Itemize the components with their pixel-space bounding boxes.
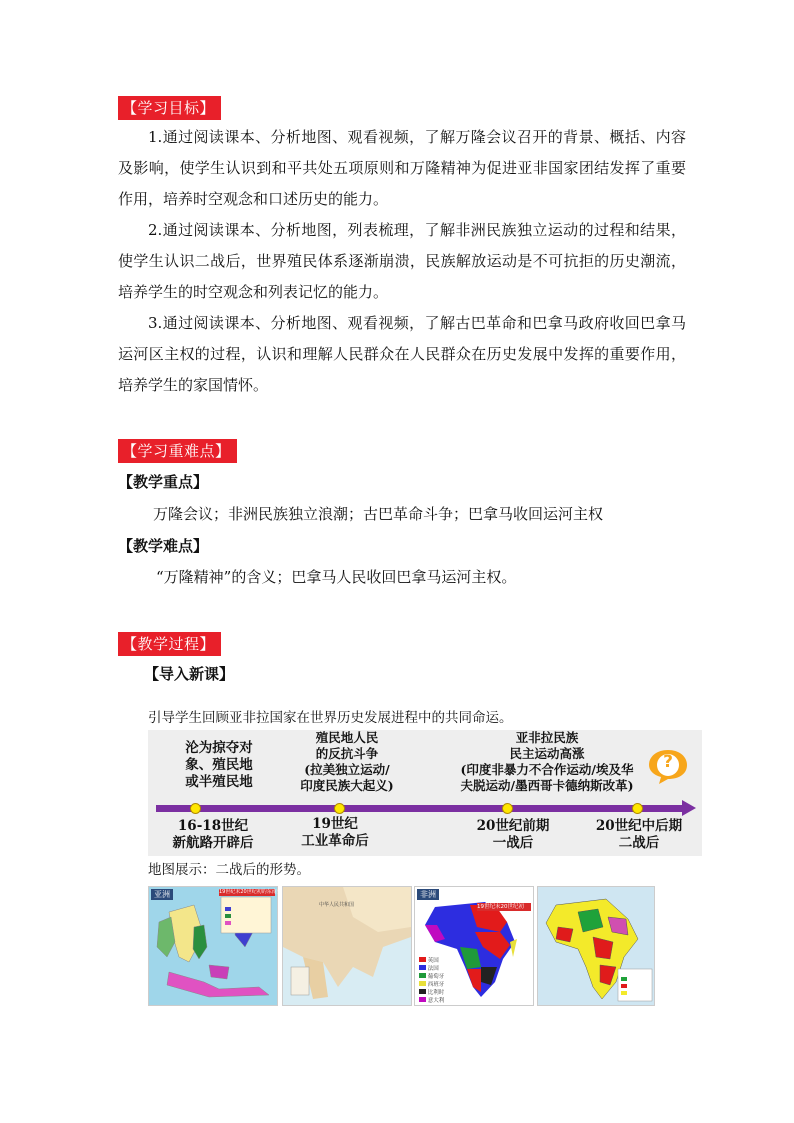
map-africa-independence xyxy=(537,886,655,1006)
timeline-bottom-4: 20世纪中后期 二战后 xyxy=(595,818,683,851)
timeline-dot xyxy=(334,803,345,814)
timeline-bottom-3: 20世纪前期 一战后 xyxy=(476,818,550,851)
timeline-top-2: 殖民地人民 的反抗斗争 (拉美独立运动/ 印度民族大起义) xyxy=(300,730,394,793)
legend-item: 葡萄牙 xyxy=(419,973,444,981)
legend-item: 西班牙 xyxy=(419,981,444,989)
legend-item: 法国 xyxy=(419,965,444,973)
goal-item: 1.通过阅读课本、分析地图、观看视频，了解万隆会议召开的背景、概括、内容及影响，使学生认识到和平共处五项原则和万隆精神为促进亚非国家团结发挥了重要作用，培养时空观念和口述历史的能力。 xyxy=(118,128,686,208)
timeline-graphic xyxy=(148,730,702,856)
legend-item: 英国 xyxy=(419,957,444,965)
map-title-asia: 19世纪末20世纪初的东南亚 xyxy=(219,889,282,895)
section-tag-process: 【教学过程】 xyxy=(118,632,221,656)
timeline-arrow-head xyxy=(682,800,696,816)
timeline-dot xyxy=(632,803,643,814)
timeline-dot xyxy=(502,803,513,814)
legend-item: 比利时 xyxy=(419,989,444,997)
key-point-label: 【教学重点】 xyxy=(118,473,209,491)
map-title-africa: 19世纪末20世纪初 xyxy=(477,903,531,911)
map-label-china: 中华人民共和国 xyxy=(319,902,355,908)
map-tag-africa: 非洲 xyxy=(417,889,439,900)
goal-item: 3.通过阅读课本、分析地图、观看视频，了解古巴革命和巴拿马政府收回巴拿马运河区主权的过程，认识和理解人民群众在人民群众在历史发展中发挥的重要作用，培养学生的家国情怀。 xyxy=(118,314,686,394)
section-tag-difficult: 【学习重难点】 xyxy=(118,439,237,463)
timeline-top-3: 亚非拉民族 民主运动高涨 (印度非暴力不合作运动/埃及华 夫脱运动/墨西哥卡德纳斯改革) xyxy=(460,730,634,793)
timeline-axis xyxy=(156,805,684,812)
section-tag-goals: 【学习目标】 xyxy=(118,96,221,120)
timeline-top-1: 沦为掠夺对 象、殖民地 或半殖民地 xyxy=(185,740,253,790)
key-point-text: 万隆会议；非洲民族独立浪潮；古巴革命斗争；巴拿马收回运河主权 xyxy=(153,505,604,523)
hard-point-text: “万隆精神”的含义；巴拿马人民收回巴拿马运河主权。 xyxy=(156,568,517,586)
map-southeast-asia xyxy=(148,886,282,1006)
goals-list xyxy=(118,122,686,401)
intro-label: 【导入新课】 xyxy=(144,665,235,683)
question-icon xyxy=(647,748,689,786)
goal-item: 2.通过阅读课本、分析地图，列表梳理，了解非洲民族独立运动的过程和结果，使学生认识二战后，世界殖民体系逐渐崩溃，民族解放运动是不可抗拒的历史潮流，培养学生的时空观念和列表记忆的能力。 xyxy=(118,221,686,301)
question-mark: ? xyxy=(663,752,673,772)
map-africa-colonies xyxy=(414,886,534,1006)
timeline-dot xyxy=(190,803,201,814)
map-caption: 地图展示：二战后的形势。 xyxy=(148,862,310,878)
map-legend-africa xyxy=(419,957,444,1005)
legend-item: 意大利 xyxy=(419,997,444,1005)
timeline-bottom-1: 16-18世纪 新航路开辟后 xyxy=(172,818,254,851)
timeline-bottom-2: 19世纪 工业革命后 xyxy=(301,816,369,849)
map-tag-asia: 亚洲 xyxy=(151,889,173,900)
map-asia-relief xyxy=(282,886,412,1006)
intro-text: 引导学生回顾亚非拉国家在世界历史发展进程中的共同命运。 xyxy=(148,710,513,726)
hard-point-label: 【教学难点】 xyxy=(118,537,209,555)
